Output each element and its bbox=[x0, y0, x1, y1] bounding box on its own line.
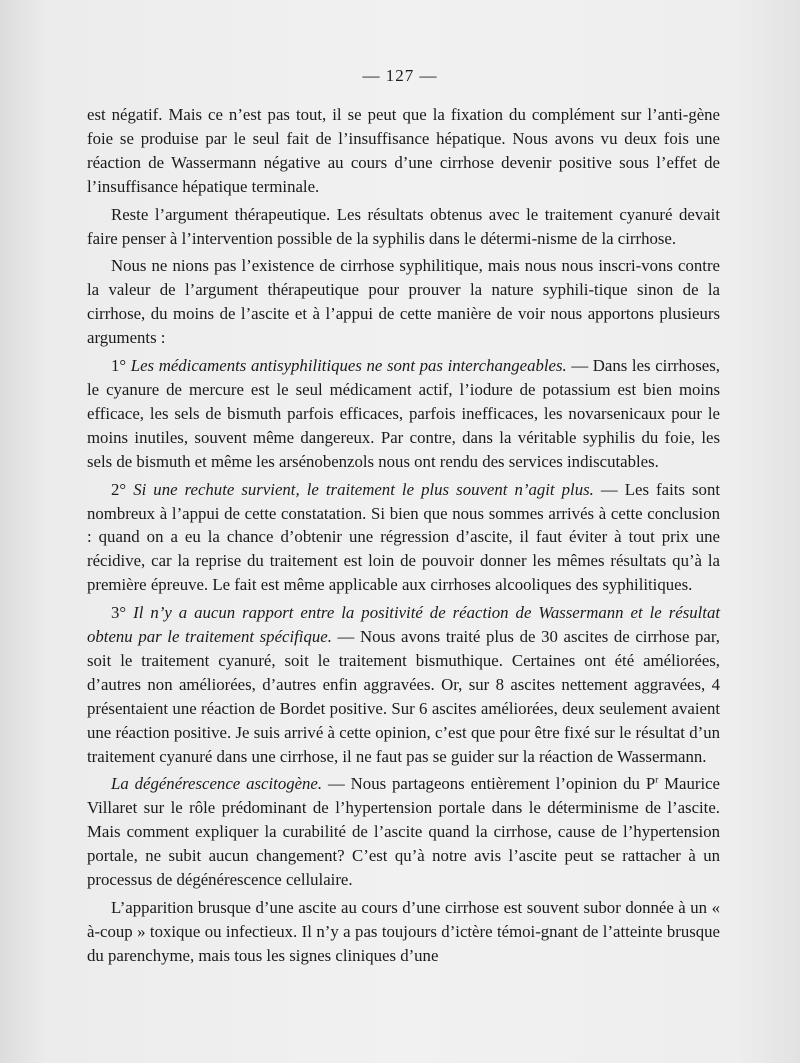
argument-heading: Il n’y a aucun rapport entre la positivité de réaction de Wassermann et le résultat obtenu par le traitement spécifique. bbox=[87, 603, 720, 647]
superscript: r bbox=[655, 774, 659, 785]
paragraph-argument-2 bbox=[87, 478, 720, 598]
argument-text: — Les faits sont nombreux à l’appui de cette constatation. Si bien que nous sommes arrivés à cette conclusion : quand on a eu la chance d’obtenir une régression d’ascite, il faut éviter à tout prix une récidive, car la reprise du traitement est loin de pouvoir donner les mêmes résultats qu’à la première épreuve. Le fait est même applicable aux cirrhoses alcooliques des syphilitiques. bbox=[87, 479, 720, 595]
body-text bbox=[87, 103, 720, 968]
paragraph-3: Nous ne nions pas l’existence de cirrhose syphilitique, mais nous nous inscri-vons contre la valeur de l’argument thérapeutique pour prouver la nature syphili-tique sinon de la cirrhose, du moins de l’ascite et à l’appui de cette manière de voir nous apportons plusieurs arguments : bbox=[87, 256, 720, 348]
paragraph-argument-1 bbox=[87, 354, 720, 474]
paragraph-degenerescence bbox=[87, 772, 720, 892]
paragraph-last: L’apparition brusque d’une ascite au cours d’une cirrhose est souvent subor donnée à un « à-coup » toxique ou infectieux. Il n’y a pas toujours d’ictère témoi-gnant de l’atteinte brusque du parenchyme, mais tous les signes cliniques d’une bbox=[87, 898, 720, 965]
argument-number: 1° bbox=[111, 356, 127, 376]
argument-number: 2° bbox=[111, 479, 127, 499]
section-text-start: — Nous partageons entièrement l’opinion du P bbox=[328, 774, 656, 794]
argument-heading: Les médicaments antisyphilitiques ne sont pas interchangeables. bbox=[130, 356, 567, 376]
argument-text: — Nous avons traité plus de 30 ascites de cirrhose par, soit le traitement cyanuré, soit le traitement bismuthique. Certaines ont été améliorées, d’autres non améliorées, d’autres enfin aggravées. Or, sur 8 ascites nettement aggravées, 4 présentaient une réaction de Bordet positive. Sur 6 ascites améliorées, deux seulement avaient une réaction positive. Je suis arrivé à cette opinion, c’est que pour être fixé sur le résultat d’un traitement cyanuré dans une cirrhose, il ne faut pas se guider sur la réaction de Wassermann. bbox=[87, 627, 720, 766]
section-heading: La dégénérescence ascitogène. bbox=[111, 774, 323, 794]
argument-text: — Dans les cirrhoses, le cyanure de mercure est le seul médicament actif, l’iodure de potassium est bien moins efficace, les sels de bismuth parfois efficaces, parfois inefficaces, les novarsenicaux pour le moins inutiles, souvent même dangereux. Par contre, dans la véritable syphilis du foie, les sels de bismuth et même les arsénobenzols nous ont rendu des services indiscutables. bbox=[87, 356, 720, 471]
argument-heading: Si une rechute survient, le traitement le plus souvent n’agit plus. bbox=[133, 479, 594, 499]
section-text: Maurice Villaret sur le rôle prédominant de l’hypertension portale dans le déterminisme de l’ascite. Mais comment expliquer la curabilité de l’ascite quand la cirrhose, cause de l’hypertension portale, ne subit aucun changement? C’est qu’à notre avis l’ascite peut se rattacher à un processus de dégénérescence cellulaire. bbox=[87, 774, 720, 890]
argument-number: 3° bbox=[111, 603, 127, 623]
paragraph-2: Reste l’argument thérapeutique. Les résultats obtenus avec le traitement cyanuré devait faire penser à l’intervention possible de la syphilis dans le détermi-nisme de la cirrhose. bbox=[87, 204, 720, 248]
paragraph-1: est négatif. Mais ce n’est pas tout, il se peut que la fixation du complément sur l’anti-gène foie se produise par le seul fait de l’insuffisance hépatique. Nous avons vu deux fois une réaction de Wassermann négative au cours d’une cirrhose devenir positive sous l’effet de l’insuffisance hépatique terminale. bbox=[87, 105, 720, 196]
paragraph-argument-3 bbox=[87, 601, 720, 768]
page-number: — 127 — bbox=[362, 66, 438, 85]
